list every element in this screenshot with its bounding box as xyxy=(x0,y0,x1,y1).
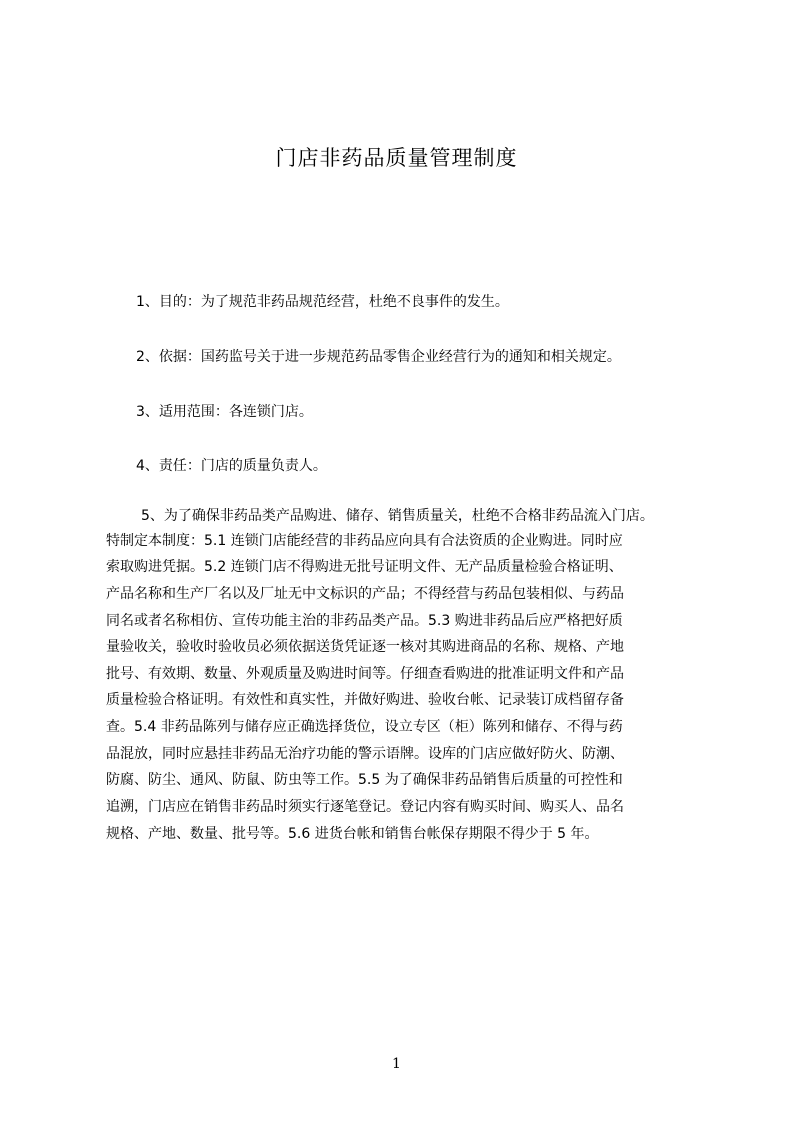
page-number: 1 xyxy=(392,1056,401,1072)
section-5-line: 特制定本制度：5.1 连锁门店能经营的非药品应向具有合法资质的企业购进。同时应 xyxy=(106,533,623,549)
section-5-line: 产品名称和生产厂名以及厂址无中文标识的产品；不得经营与药品包装相似、与药品 xyxy=(106,586,624,602)
section-5-line: 批号、有效期、数量、外观质量及购进时间等。仔细查看购进的批准证明文件和产品 xyxy=(106,666,624,682)
section-5-line: 同名或者名称相仿、宣传功能主治的非药品类产品。5.3 购进非药品后应严格把好质 xyxy=(106,613,623,629)
section-5-line: 5、为了确保非药品类产品购进、储存、销售质量关，杜绝不合格非药品流入门店。 xyxy=(141,508,654,524)
document-title: 门店非药品质量管理制度 xyxy=(275,146,518,170)
section-5-line: 质量检验合格证明。有效性和真实性，并做好购进、验收台帐、记录装订成档留存备 xyxy=(106,692,624,708)
section-5-line: 防腐、防尘、通风、防鼠、防虫等工作。5.5 为了确保非药品销售后质量的可控性和 xyxy=(106,772,623,788)
section-5-line: 查。5.4 非药品陈列与储存应正确选择货位，设立专区（柜）陈列和储存、不得与药 xyxy=(106,719,623,735)
paragraph-purpose: 1、目的：为了规范非药品规范经营，杜绝不良事件的发生。 xyxy=(136,294,509,310)
paragraph-responsibility: 4、责任：门店的质量负责人。 xyxy=(136,458,327,474)
section-5-line: 追溯，门店应在销售非药品时须实行逐笔登记。登记内容有购买时间、购买人、品名 xyxy=(106,799,624,815)
section-5-line: 量验收关，验收时验收员必须依据送货凭证逐一核对其购进商品的名称、规格、产地 xyxy=(106,639,624,655)
paragraph-scope: 3、适用范围：各连锁门店。 xyxy=(136,404,313,420)
section-5-line: 规格、产地、数量、批号等。5.6 进货台帐和销售台帐保存期限不得少于 5 年。 xyxy=(106,826,599,842)
section-5-line: 索取购进凭据。5.2 连锁门店不得购进无批号证明文件、无产品质量检验合格证明、 xyxy=(106,559,623,575)
section-5-line: 品混放，同时应悬挂非药品无治疗功能的警示语牌。设库的门店应做好防火、防潮、 xyxy=(106,746,624,762)
paragraph-basis: 2、依据：国药监号关于进一步规范药品零售企业经营行为的通知和相关规定。 xyxy=(136,349,621,365)
